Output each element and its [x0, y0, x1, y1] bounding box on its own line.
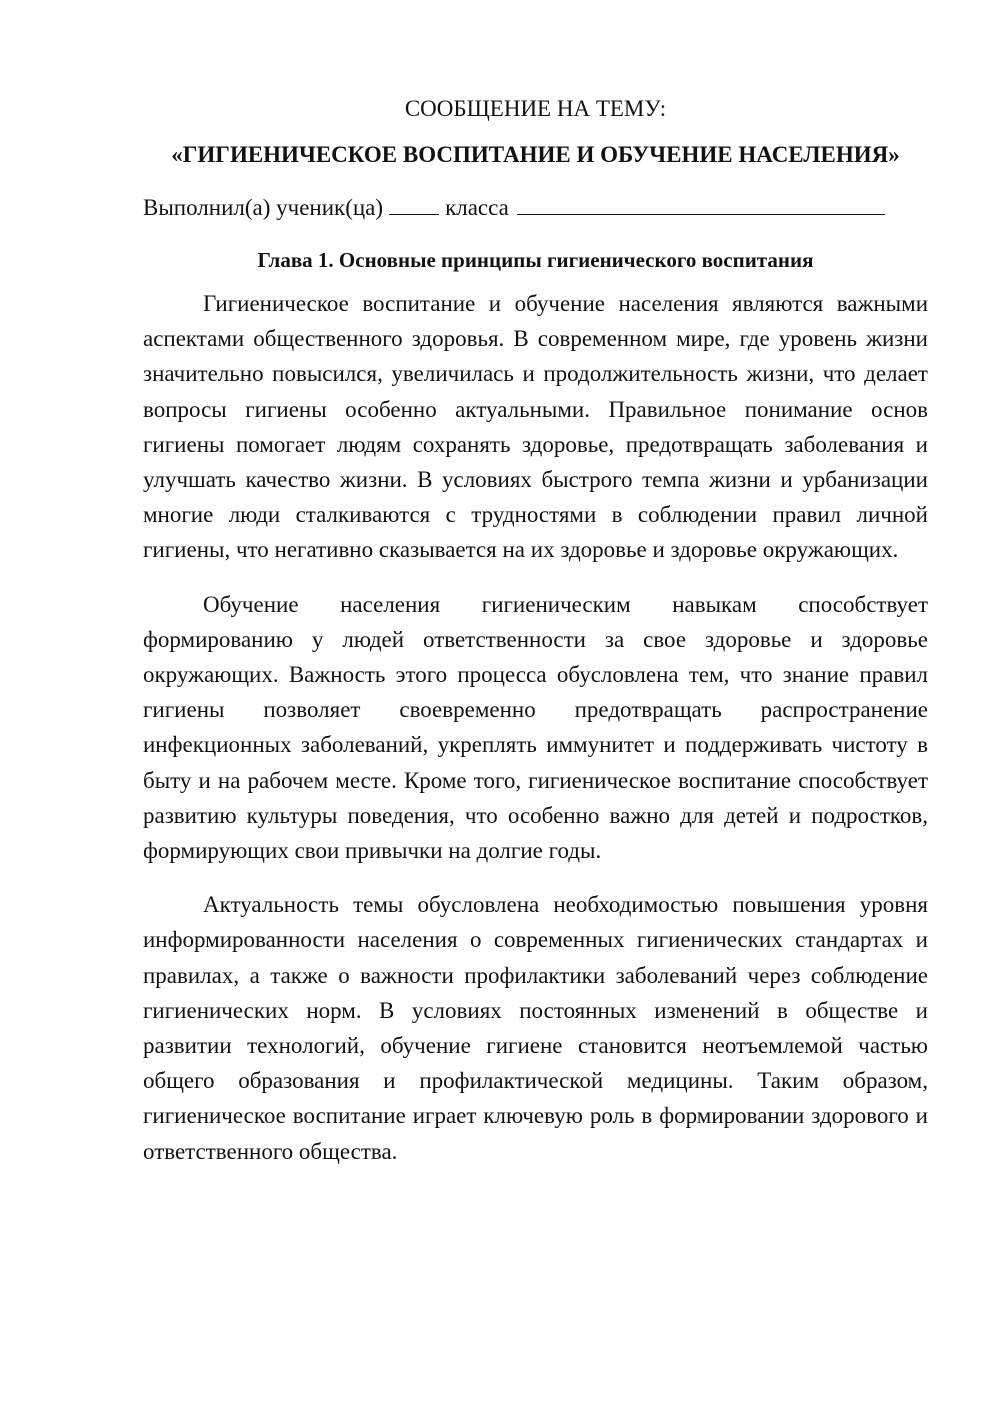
author-line: [143, 192, 928, 224]
document-body: [143, 94, 928, 1188]
paragraph-3: Актуальность темы обусловлена необходимостью повышения уровня информированности населения о современных гигиенических стандартах и правилах, а также о важности профилактики заболеваний через соблюдение гигиенических норм. В условиях постоянных изменений в обществе и развитии технологий, обучение гигиене становится неотъемлемой частью общего образования и профилактической медицины. Таким образом, гигиеническое воспитание играет ключевую роль в формировании здорового и ответственного общества.: [143, 892, 928, 1164]
author-line-prefix: Выполнил(а) ученик(ца): [143, 195, 384, 220]
chapter-heading: Глава 1. Основные принципы гигиенического воспитания: [257, 248, 814, 272]
document-heading: СООБЩЕНИЕ НА ТЕМУ:: [404, 96, 667, 121]
paragraph-1: Гигиеническое воспитание и обучение населения являются важными аспектами общественного здоровья. В современном мире, где уровень жизни значительно повысился, увеличилась и продолжительность жизни, что делает вопросы гигиены особенно актуальными. Правильное понимание основ гигиены помогает людям сохранять здоровье, предотвращать заболевания и улучшать качество жизни. В условиях быстрого темпа жизни и урбанизации многие люди сталкиваются с трудностями в соблюдении правил личной гигиены, что негативно сказывается на их здоровье и здоровье окружающих.: [143, 291, 928, 563]
author-line-middle: класса: [445, 195, 509, 220]
name-blank: [517, 192, 885, 215]
grade-blank: [389, 192, 439, 215]
document-title: «ГИГИЕНИЧЕСКОЕ ВОСПИТАНИЕ И ОБУЧЕНИЕ НАСЕЛЕНИЯ»: [171, 142, 900, 167]
paragraph-2: Обучение населения гигиеническим навыкам способствует формированию у людей ответственности за свое здоровье и здоровье окружающих. Важность этого процесса обусловлена тем, что знание правил гигиены позволяет своевременно предотвращать распространение инфекционных заболеваний, укреплять иммунитет и поддерживать чистоту в быту и на рабочем месте. Кроме того, гигиеническое воспитание способствует развитию культуры поведения, что особенно важно для детей и подростков, формирующих свои привычки на долгие годы.: [143, 591, 928, 864]
